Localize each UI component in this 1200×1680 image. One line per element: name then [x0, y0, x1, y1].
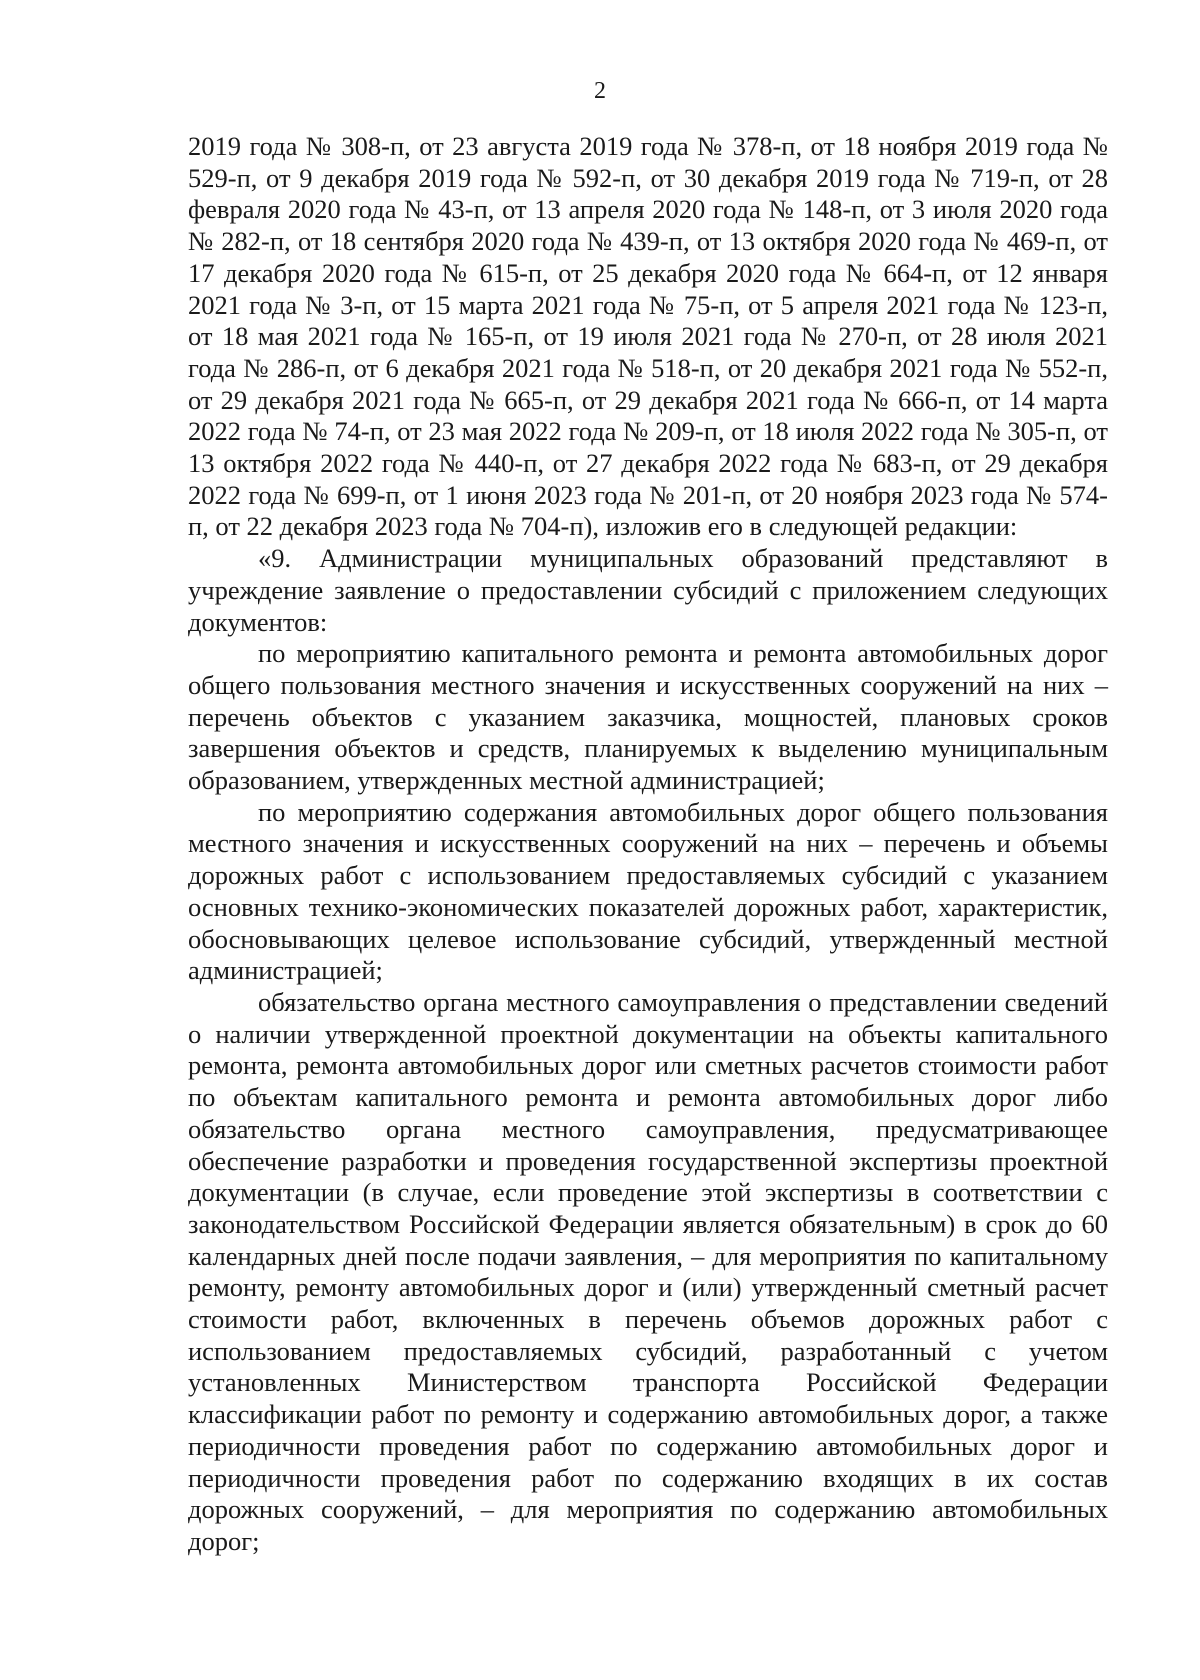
paragraph-amendment-list: 2019 года № 308-п, от 23 августа 2019 года № 378-п, от 18 ноября 2019 года № 529-п, от 9 декабря 2019 года № 592-п, от 30 декабря 2019 года № 719-п, от 28 февраля 2020 года № 43-п, от 13 апреля 2020 года № 148-п, от 3 июля 2020 года № 282-п, от 18 сентября 2020 года № 439-п, от 13 октября 2020 года № 469-п, от 17 декабря 2020 года № 615-п, от 25 декабря 2020 года № 664-п, от 12 января 2021 года № 3-п, от 15 марта 2021 года № 75-п, от 5 апреля 2021 года № 123-п, от 18 мая 2021 года № 165-п, от 19 июля 2021 года № 270-п, от 28 июля 2021 года № 286-п, от 6 декабря 2021 года № 518-п, от 20 декабря 2021 года № 552-п, от 29 декабря 2021 года № 665-п, от 29 декабря 2021 года № 666-п, от 14 марта 2022 года № 74-п, от 23 мая 2022 года № 209-п, от 18 июля 2022 года № 305-п, от 13 октября 2022 года № 440-п, от 27 декабря 2022 года № 683-п, от 29 декабря 2022 года № 699-п, от 1 июня 2023 года № 201-п, от 20 ноября 2023 года № 574-п, от 22 декабря 2023 года № 704-п), изложив его в следующей редакции: — [188, 131, 1108, 542]
paragraph-clause-9: «9. Администрации муниципальных образований представляют в учреждение заявление о предоставлении субсидий с приложением следующих документов: — [188, 543, 1108, 637]
document-body — [188, 131, 1108, 1558]
page-number: 2 — [594, 78, 606, 104]
paragraph-obligation: обязательство органа местного самоуправления о представлении сведений о наличии утвержденной проектной документации на объекты капитального ремонта, ремонта автомобильных дорог или сметных расчетов стоимости работ по объектам капитального ремонта и ремонта автомобильных дорог либо обязательство органа местного самоуправления, предусматривающее обеспечение разработки и проведения государственной экспертизы проектной документации (в случае, если проведение этой экспертизы в соответствии с законодательством Российской Федерации является обязательным) в срок до 60 календарных дней после подачи заявления, – для мероприятия по капитальному ремонту, ремонту автомобильных дорог и (или) утвержденный сметный расчет стоимости работ, включенных в перечень объемов дорожных работ с использованием предоставляемых субсидий, разработанный с учетом установленных Министерством транспорта Российской Федерации классификации работ по ремонту и содержанию автомобильных дорог, а также периодичности проведения работ по содержанию автомобильных дорог и периодичности проведения работ по содержанию входящих в их состав дорожных сооружений, – для мероприятия по содержанию автомобильных дорог; — [188, 986, 1108, 1556]
paragraph-capital-repair: по мероприятию капитального ремонта и ремонта автомобильных дорог общего пользования местного значения и искусственных сооружений на них – перечень объектов с указанием заказчика, мощностей, плановых сроков завершения объектов и средств, планируемых к выделению муниципальным образованием, утвержденных местной администрацией; — [188, 638, 1108, 796]
paragraph-road-maintenance: по мероприятию содержания автомобильных дорог общего пользования местного значения и искусственных сооружений на них – перечень и объемы дорожных работ с использованием предоставляемых субсидий с указанием основных технико-экономических показателей дорожных работ, характеристик, обосновывающих целевое использование субсидий, утвержденный местной администрацией; — [188, 796, 1108, 986]
